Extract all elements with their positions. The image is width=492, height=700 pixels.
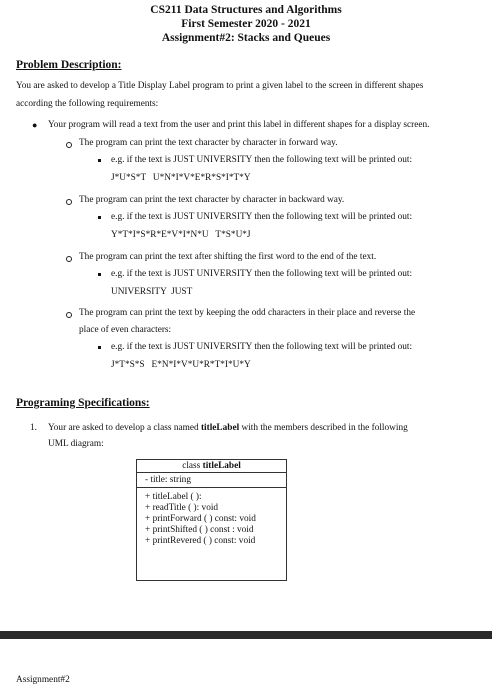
class-name: titleLabel [200,423,240,433]
uml-class-name: titleLabel [202,461,241,471]
uml-methods [137,488,286,547]
item-3-example: e.g. if the text is JUST UNIVERSITY then the following text will be printed out: [111,269,413,279]
item-4-example: e.g. if the text is JUST UNIVERSITY then the following text will be printed out: [111,342,413,352]
square-bullet-icon [98,273,101,276]
uml-method: + printForward ( ) const: void [145,514,256,524]
circle-bullet-icon [66,256,72,262]
item-2-output: Y*T*I*S*R*E*V*I*N*U T*S*U*J [111,230,251,240]
circle-bullet-icon [66,199,72,205]
uml-method: + titleLabel ( ): [145,492,202,502]
uml-method: + printRevered ( ) const: void [145,536,256,546]
main-bullet-text: Your program will read a text from the user and print this label in different shapes for a display screen. [48,120,430,130]
item-4-text-line-2: place of even characters: [79,325,172,335]
semester-title: First Semester 2020 - 2021 [181,18,311,30]
item-4-output: J*T*S*S E*N*I*V*U*R*T*I*U*Y [111,360,251,370]
spec-item-line-1 [48,420,488,436]
spec-item-number: 1. [30,423,37,433]
uml-class-title [137,460,286,473]
circle-bullet-icon [66,312,72,318]
square-bullet-icon [98,216,101,219]
item-2-text: The program can print the text character by character in backward way. [79,195,345,205]
item-1-example: e.g. if the text is JUST UNIVERSITY then the following text will be printed out: [111,155,413,165]
square-bullet-icon [98,159,101,162]
spec-text-pre: Your are asked to develop a class named [48,423,201,433]
page-footer: Assignment#2 [16,675,70,685]
item-3-text: The program can print the text after shifting the first word to the end of the text. [79,252,377,262]
square-bullet-icon [98,346,101,349]
item-1-text: The program can print the text character by character in forward way. [79,138,338,148]
intro-line-2: according the following requirements: [16,99,159,109]
intro-line-1: You are asked to develop a Title Display Label program to print a given label to the screen in different shapes [16,81,424,91]
assignment-title: Assignment#2: Stacks and Queues [161,32,331,44]
uml-method: + readTitle ( ): void [145,503,219,513]
course-title: CS211 Data Structures and Algorithms [150,4,342,16]
spec-text-post: with the members described in the following [239,423,408,433]
spec-item-line-2: UML diagram: [48,439,104,449]
item-2-example: e.g. if the text is JUST UNIVERSITY then the following text will be printed out: [111,212,413,222]
uml-class-diagram [136,459,287,581]
page-divider [0,631,492,639]
specs-heading: Programing Specifications: [16,397,150,409]
problem-heading: Problem Description: [16,59,122,71]
circle-bullet-icon [66,142,72,148]
bullet-icon: ● [32,120,38,130]
uml-title-prefix: class [182,461,203,471]
uml-attribute: - title: string [137,473,286,488]
item-1-output: J*U*S*T U*N*I*V*E*R*S*I*T*Y [111,173,251,183]
item-3-output: UNIVERSITY JUST [111,287,193,297]
uml-method: + printShifted ( ) const : void [145,525,254,535]
item-4-text-line-1: The program can print the text by keeping the odd characters in their place and reverse the [79,308,416,318]
